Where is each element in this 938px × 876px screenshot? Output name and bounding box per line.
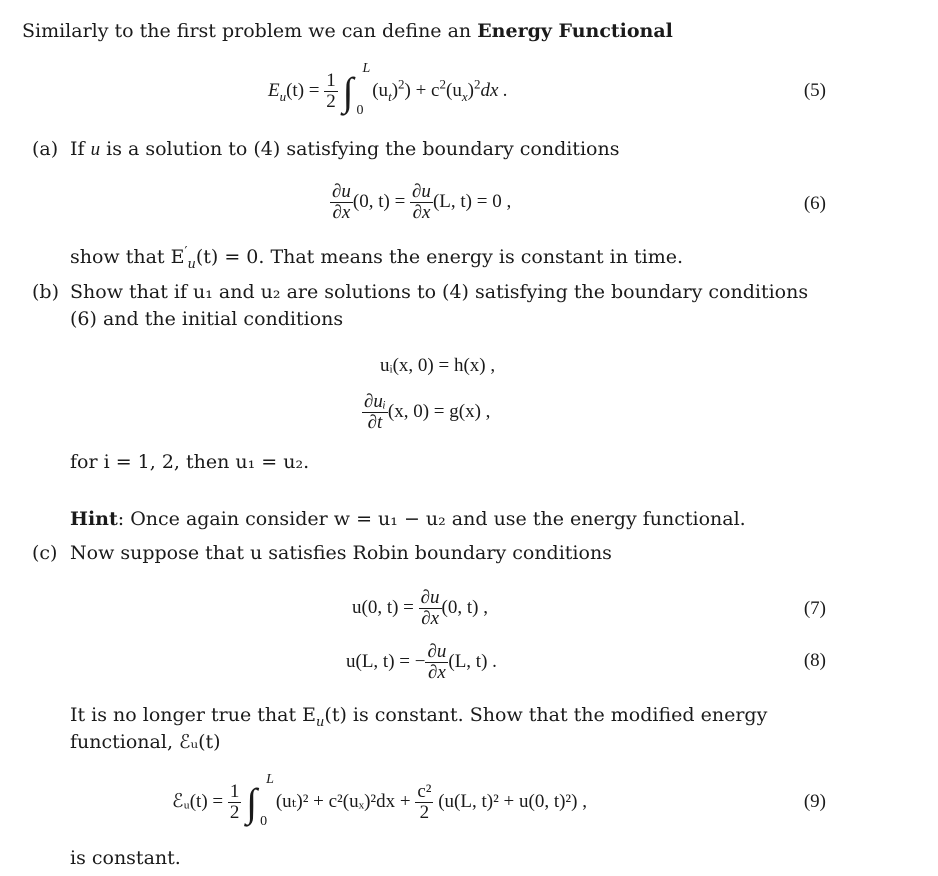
part-b-label: (b) bbox=[32, 281, 59, 303]
part-a-line1b: is a solution to (4) satisfying the boundary conditions bbox=[100, 138, 620, 160]
eq8-frac bbox=[425, 642, 448, 683]
eq5-tail: ) bbox=[467, 80, 474, 101]
eq5-ux: (u bbox=[446, 80, 462, 101]
eq7-den: ∂x bbox=[421, 608, 440, 630]
eq6-num2: ∂u bbox=[412, 181, 431, 203]
part-b-line1: Show that if u₁ and u₂ are solutions to (4) satisfying the boundary conditions bbox=[70, 281, 809, 303]
eq9-c2-frac bbox=[415, 782, 433, 823]
eq5-half-num: 1 bbox=[326, 70, 336, 92]
initial-condition-2 bbox=[362, 386, 490, 438]
equation-7 bbox=[352, 582, 488, 634]
ic2-frac bbox=[362, 392, 388, 433]
part-a-prime: ′ bbox=[184, 244, 188, 260]
eq5-half bbox=[324, 71, 338, 112]
eq5-lhs: E bbox=[268, 80, 280, 101]
eq9-half-den: 2 bbox=[229, 802, 240, 824]
eq7-frac bbox=[419, 588, 442, 629]
eq5-dx: dx . bbox=[480, 80, 508, 101]
part-c-label: (c) bbox=[32, 542, 58, 564]
eq9-lhs: ℰᵤ(t) = bbox=[172, 791, 228, 812]
hint-rest: : Once again consider w = u₁ − u₂ and use the energy functional. bbox=[117, 508, 746, 530]
part-a-line1a: If bbox=[70, 138, 91, 160]
part-c-line2b: (t) is constant. Show that the modified energy bbox=[324, 704, 768, 726]
intro-line bbox=[22, 19, 673, 43]
part-a-sub: u bbox=[187, 256, 196, 272]
eq5-half-den: 2 bbox=[326, 91, 336, 113]
intro-bold-term: Energy Functional bbox=[477, 20, 673, 42]
initial-condition-1: uᵢ(x, 0) = h(x) , bbox=[380, 355, 496, 376]
equation-label-9: (9) bbox=[803, 791, 826, 812]
ic2-den: ∂t bbox=[367, 412, 383, 434]
eq6-frac1 bbox=[330, 182, 353, 223]
eq9-half-num: 1 bbox=[229, 781, 240, 803]
eq6-mid1: (0, t) = bbox=[352, 191, 411, 212]
eq8-num: ∂u bbox=[427, 641, 447, 663]
eq9-int-lower: 0 bbox=[260, 813, 268, 829]
equation-label-5: (5) bbox=[803, 80, 826, 101]
eq8-den: ∂x bbox=[428, 662, 446, 684]
eq8-lhs: u(L, t) = − bbox=[346, 651, 426, 672]
eq6-den1: ∂x bbox=[332, 202, 351, 224]
equation-label-6: (6) bbox=[803, 193, 826, 214]
eq5-arg: (t) = bbox=[286, 80, 325, 101]
intro-text: Similarly to the first problem we can define an bbox=[22, 20, 478, 42]
equation-label-8: (8) bbox=[803, 650, 826, 671]
part-c-line2-sub: u bbox=[316, 714, 325, 730]
equation-8 bbox=[346, 636, 497, 688]
eq7-rest: (0, t) , bbox=[441, 597, 488, 618]
eq6-den2: ∂x bbox=[412, 202, 431, 224]
integral-sign: ∫ L 0 bbox=[342, 60, 371, 118]
eq9-body: (uₜ)² + c²(uₓ)²dx + bbox=[275, 791, 416, 812]
eq6-frac2 bbox=[410, 182, 433, 223]
part-a-u: u bbox=[90, 139, 101, 160]
part-c-line2 bbox=[70, 703, 768, 730]
eq5-lhs-sub: u bbox=[279, 88, 287, 104]
part-c-line3: functional, ℰᵤ(t) bbox=[70, 731, 221, 753]
part-a-show-a: show that E bbox=[70, 246, 185, 268]
ic2-num: ∂uᵢ bbox=[364, 391, 386, 413]
part-a-show-line bbox=[70, 244, 684, 272]
equation-9 bbox=[172, 771, 587, 829]
eq5-int-lower: 0 bbox=[356, 102, 364, 118]
eq5-sq2: 2 bbox=[439, 76, 446, 92]
part-b-for-line: for i = 1, 2, then u₁ = u₂. bbox=[70, 451, 310, 473]
ic2-rest: (x, 0) = g(x) , bbox=[387, 401, 491, 422]
eq9-c2-den: 2 bbox=[419, 802, 430, 824]
part-c-line2a: It is no longer true that E bbox=[70, 704, 317, 726]
part-a-label: (a) bbox=[32, 138, 59, 160]
eq9-c2-num: c² bbox=[417, 781, 432, 803]
part-a-line1 bbox=[70, 137, 619, 162]
eq7-lhs: u(0, t) = bbox=[352, 597, 419, 618]
part-a-show-b: (t) = 0. That means the energy is constant in time. bbox=[195, 246, 684, 268]
eq5-x: x bbox=[461, 88, 468, 104]
eq9-int-upper: L bbox=[266, 771, 274, 787]
eq6-num1: ∂u bbox=[332, 181, 351, 203]
equation-label-7: (7) bbox=[803, 598, 826, 619]
eq9-tail: (u(L, t)² + u(0, t)²) , bbox=[438, 791, 587, 812]
eq6-mid2: (L, t) = 0 , bbox=[432, 191, 512, 212]
eq9-half bbox=[228, 782, 242, 823]
eq5-body: $(u_t)^2) + c^2(u_x)^2dx$ . bbox=[372, 76, 508, 104]
eq5-sq: 2 bbox=[398, 76, 405, 92]
equation-5 bbox=[268, 60, 508, 118]
eq5-body-a: (u bbox=[372, 80, 389, 101]
hint-bold: Hint bbox=[70, 508, 118, 530]
eq8-rest: (L, t) . bbox=[448, 651, 497, 672]
eq5-int-upper: L bbox=[362, 60, 371, 76]
equation-6 bbox=[330, 176, 511, 228]
part-c-line1: Now suppose that u satisfies Robin boundary conditions bbox=[70, 542, 612, 564]
part-b-line2: (6) and the initial conditions bbox=[70, 308, 344, 330]
hint-line bbox=[70, 507, 746, 531]
eq7-num: ∂u bbox=[420, 587, 440, 609]
integral-sign-9: ∫ L 0 bbox=[246, 771, 274, 829]
eq5-t: t bbox=[388, 88, 392, 104]
eq5-plus: ) + c bbox=[404, 80, 440, 101]
part-c-last-line: is constant. bbox=[70, 847, 181, 869]
eq5-sq3: 2 bbox=[473, 76, 481, 92]
